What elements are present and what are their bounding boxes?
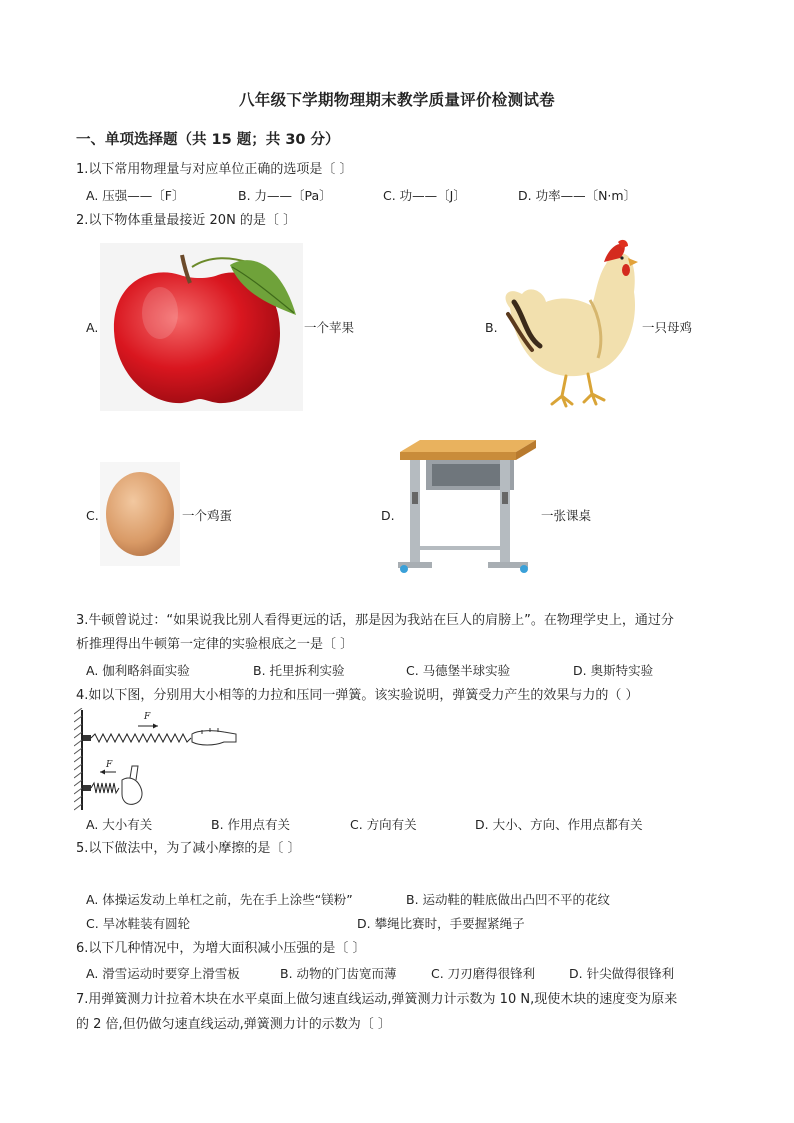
question-7-stem-line2: 的 2 倍,但仍做匀速直线运动,弹簧测力计的示数为〔 〕 (76, 1017, 391, 1032)
spring-diagram (74, 708, 242, 812)
page-title: 八年级下学期物理期末教学质量评价检测试卷 (238, 91, 555, 109)
force-label-bottom: F (106, 760, 113, 770)
question-6-option-c: C. 刀刃磨得很锋利 (431, 966, 536, 981)
question-6-stem: 6.以下几种情况中，为增大面积减小压强的是〔 〕 (76, 941, 366, 956)
question-3-stem-line1: 3.牛顿曾说过：“如果说我比别人看得更远的话，那是因为我站在巨人的肩膀上”。在物理学史上，通过分 (76, 613, 674, 628)
question-2-option-d-label: 一张课桌 (541, 508, 592, 523)
question-2-option-b-label: 一只母鸡 (642, 320, 693, 335)
question-6-option-a: A. 滑雪运动时要穿上滑雪板 (86, 966, 240, 981)
desk-image (396, 438, 538, 574)
question-6-option-b: B. 动物的门齿宽而薄 (280, 966, 397, 981)
question-3-option-d: D. 奥斯特实验 (573, 663, 654, 678)
question-5-option-d: D. 攀绳比赛时，手要握紧绳子 (357, 916, 525, 931)
apple-image (100, 243, 303, 411)
question-4-option-d: D. 大小、方向、作用点都有关 (475, 817, 643, 832)
question-6-option-d: D. 针尖做得很锋利 (569, 966, 675, 981)
question-3-option-c: C. 马德堡半球实验 (406, 663, 511, 678)
question-4-option-b: B. 作用点有关 (211, 817, 291, 832)
question-1-option-b: B. 力——〔Pa〕 (238, 188, 332, 203)
question-2-option-b-letter: B. (485, 320, 498, 335)
question-2-option-a-label: 一个苹果 (304, 320, 355, 335)
question-4-stem: 4.如以下图，分别用大小相等的力拉和压同一弹簧。该实验说明，弹簧受力产生的效果与力的（ ） (76, 688, 639, 703)
question-2-option-d-letter: D. (381, 508, 395, 523)
question-5-option-b: B. 运动鞋的鞋底做出凸凹不平的花纹 (406, 892, 611, 907)
question-2-option-a-letter: A. (86, 320, 99, 335)
question-5-stem: 5.以下做法中，为了减小摩擦的是〔 〕 (76, 841, 301, 856)
question-1-option-d: D. 功率——〔N·m〕 (518, 188, 637, 203)
egg-image (100, 462, 180, 566)
question-1-option-c: C. 功——〔J〕 (383, 188, 466, 203)
question-2-option-c-letter: C. (86, 508, 99, 523)
question-3-option-a: A. 伽利略斜面实验 (86, 663, 190, 678)
question-5-option-a: A. 体操运发动上单杠之前，先在手上涂些“镁粉” (86, 892, 353, 907)
question-3-option-b: B. 托里拆利实验 (253, 663, 345, 678)
question-4-option-c: C. 方向有关 (350, 817, 417, 832)
question-1-stem: 1.以下常用物理量与对应单位正确的选项是〔 〕 (76, 162, 353, 177)
question-2-stem: 2.以下物体重量最接近 20N 的是〔 〕 (76, 213, 297, 228)
question-7-stem-line1: 7.用弹簧测力计拉着木块在水平桌面上做匀速直线运动,弹簧测力计示数为 10 N,现使木块的速度变为原来 (76, 992, 678, 1007)
force-label-top: F (144, 712, 151, 722)
section-heading: 一、单项选择题（共 15 题；共 30 分） (76, 132, 340, 148)
question-2-option-c-label: 一个鸡蛋 (182, 508, 233, 523)
question-3-stem-line2: 析推理得出牛顿第一定律的实验根底之一是〔 〕 (76, 637, 354, 652)
question-5-option-c: C. 旱冰鞋装有圆轮 (86, 916, 191, 931)
question-4-option-a: A. 大小有关 (86, 817, 153, 832)
question-1-option-a: A. 压强——〔F〕 (86, 188, 185, 203)
hen-image (500, 236, 640, 414)
